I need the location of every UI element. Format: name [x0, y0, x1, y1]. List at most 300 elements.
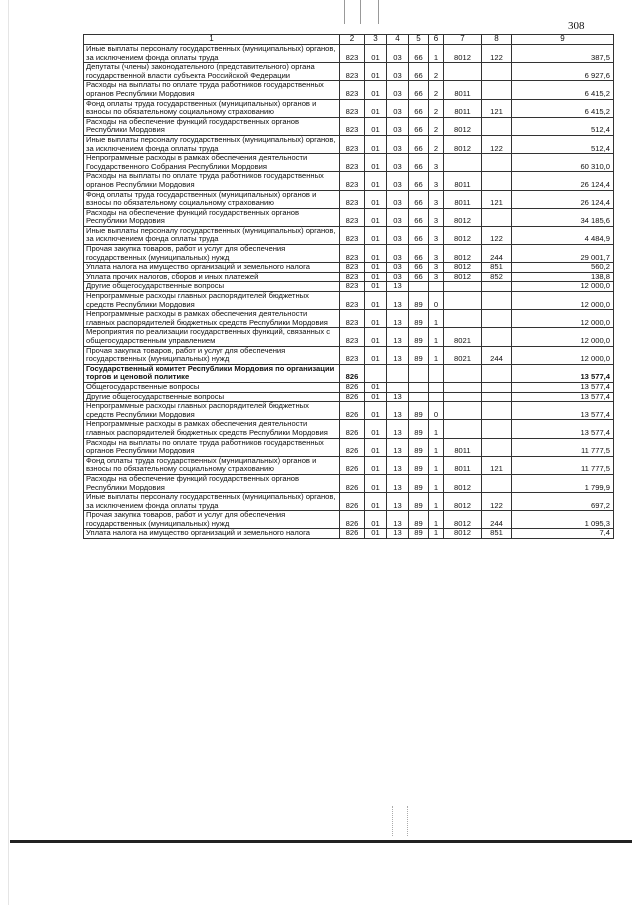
- row-code: [482, 154, 512, 172]
- row-code: 826: [340, 511, 365, 529]
- table-row: [84, 282, 614, 292]
- table-row: [84, 346, 614, 364]
- row-amount: 13 577,4: [512, 382, 614, 392]
- row-code: 823: [340, 272, 365, 282]
- table-row: [84, 263, 614, 273]
- table-row: [84, 493, 614, 511]
- row-code: 3: [429, 245, 444, 263]
- row-amount: 560,2: [512, 263, 614, 273]
- row-code: 122: [482, 45, 512, 63]
- row-description: Государственный комитет Республики Мордовия по организации торгов и ценовой политике: [84, 364, 340, 382]
- row-code: 13: [387, 392, 409, 402]
- row-code: [444, 310, 482, 328]
- row-code: 03: [387, 172, 409, 190]
- table-row: [84, 154, 614, 172]
- row-description: Иные выплаты персоналу государственных (муниципальных) органов, за исключением фонда оплаты труда: [84, 135, 340, 153]
- row-code: 1: [429, 511, 444, 529]
- column-header: 3: [365, 35, 387, 45]
- row-amount: 13 577,4: [512, 364, 614, 382]
- row-code: 8012: [444, 245, 482, 263]
- row-code: 89: [409, 456, 429, 474]
- page-number: 308: [568, 20, 585, 32]
- row-amount: 6 927,6: [512, 63, 614, 81]
- page-bottom-border: [10, 840, 632, 843]
- table-row: [84, 511, 614, 529]
- row-code: 89: [409, 529, 429, 539]
- table-row: [84, 438, 614, 456]
- row-code: 03: [387, 208, 409, 226]
- row-description: Фонд оплаты труда государственных (муниципальных) органов и взносы по обязательному социальному страхованию: [84, 456, 340, 474]
- row-code: 823: [340, 245, 365, 263]
- row-code: 1: [429, 493, 444, 511]
- row-code: 13: [387, 292, 409, 310]
- row-amount: 26 124,4: [512, 172, 614, 190]
- table-row: [84, 392, 614, 402]
- row-code: 01: [365, 328, 387, 346]
- row-code: 01: [365, 438, 387, 456]
- row-description: Иные выплаты персоналу государственных (муниципальных) органов, за исключением фонда оплаты труда: [84, 45, 340, 63]
- row-code: 3: [429, 272, 444, 282]
- row-amount: 7,4: [512, 529, 614, 539]
- row-code: [482, 402, 512, 420]
- row-code: 826: [340, 456, 365, 474]
- row-amount: 697,2: [512, 493, 614, 511]
- row-description: Непрограммные расходы главных распорядителей бюджетных средств Республики Мордовия: [84, 292, 340, 310]
- table-row: [84, 420, 614, 438]
- row-code: [482, 438, 512, 456]
- row-code: 823: [340, 328, 365, 346]
- row-code: 66: [409, 208, 429, 226]
- row-code: 823: [340, 135, 365, 153]
- row-code: 823: [340, 117, 365, 135]
- row-code: 244: [482, 245, 512, 263]
- row-code: 01: [365, 245, 387, 263]
- row-code: [429, 392, 444, 402]
- row-description: Уплата прочих налогов, сборов и иных платежей: [84, 272, 340, 282]
- row-code: 823: [340, 154, 365, 172]
- row-code: 826: [340, 493, 365, 511]
- row-code: [444, 402, 482, 420]
- row-description: Уплата налога на имущество организаций и земельного налога: [84, 529, 340, 539]
- row-code: 89: [409, 346, 429, 364]
- column-header: 5: [409, 35, 429, 45]
- column-header: 9: [512, 35, 614, 45]
- row-code: 03: [387, 63, 409, 81]
- row-code: 823: [340, 45, 365, 63]
- row-description: Расходы на обеспечение функций государственных органов Республики Мордовия: [84, 474, 340, 492]
- row-amount: 13 577,4: [512, 392, 614, 402]
- row-amount: 12 000,0: [512, 328, 614, 346]
- row-code: 66: [409, 63, 429, 81]
- row-code: 826: [340, 474, 365, 492]
- row-code: [444, 392, 482, 402]
- table-row: [84, 402, 614, 420]
- row-code: [444, 420, 482, 438]
- row-code: [409, 282, 429, 292]
- column-header: 6: [429, 35, 444, 45]
- row-code: 66: [409, 154, 429, 172]
- table-row: [84, 172, 614, 190]
- row-amount: 12 000,0: [512, 292, 614, 310]
- row-code: 03: [387, 154, 409, 172]
- row-code: 01: [365, 392, 387, 402]
- row-code: [482, 392, 512, 402]
- row-code: 13: [387, 420, 409, 438]
- row-code: 89: [409, 402, 429, 420]
- scan-edge: [8, 0, 9, 905]
- row-description: Расходы на выплаты по оплате труда работников государственных органов Республики Мордовия: [84, 172, 340, 190]
- row-amount: 34 185,6: [512, 208, 614, 226]
- row-code: [409, 364, 429, 382]
- row-code: 823: [340, 346, 365, 364]
- row-code: 01: [365, 402, 387, 420]
- table-row: [84, 245, 614, 263]
- row-code: 13: [387, 474, 409, 492]
- table-row: [84, 117, 614, 135]
- row-code: [365, 364, 387, 382]
- row-code: 8012: [444, 226, 482, 244]
- row-code: 8012: [444, 263, 482, 273]
- row-code: 3: [429, 190, 444, 208]
- row-description: Прочая закупка товаров, работ и услуг для обеспечения государственных (муниципальных) нужд: [84, 245, 340, 263]
- row-code: 244: [482, 346, 512, 364]
- row-code: 8012: [444, 474, 482, 492]
- row-description: Фонд оплаты труда государственных (муниципальных) органов и взносы по обязательному социальному страхованию: [84, 99, 340, 117]
- row-code: 01: [365, 382, 387, 392]
- row-code: 01: [365, 272, 387, 282]
- row-code: [482, 81, 512, 99]
- row-code: 823: [340, 63, 365, 81]
- row-code: 13: [387, 529, 409, 539]
- row-code: 8021: [444, 346, 482, 364]
- row-code: 03: [387, 45, 409, 63]
- row-code: 1: [429, 456, 444, 474]
- row-code: 13: [387, 456, 409, 474]
- table-body: [84, 45, 614, 539]
- row-code: 122: [482, 135, 512, 153]
- row-description: Расходы на обеспечение функций государственных органов Республики Мордовия: [84, 208, 340, 226]
- table-row: [84, 364, 614, 382]
- row-code: 852: [482, 272, 512, 282]
- budget-table: [83, 34, 614, 539]
- table-row: [84, 63, 614, 81]
- row-code: 01: [365, 474, 387, 492]
- row-code: 89: [409, 438, 429, 456]
- row-code: 01: [365, 172, 387, 190]
- column-header: 2: [340, 35, 365, 45]
- row-code: 823: [340, 310, 365, 328]
- row-code: 01: [365, 511, 387, 529]
- row-code: 826: [340, 420, 365, 438]
- row-code: 121: [482, 190, 512, 208]
- row-code: [444, 292, 482, 310]
- row-code: [387, 382, 409, 392]
- row-code: 1: [429, 346, 444, 364]
- row-code: 823: [340, 226, 365, 244]
- row-code: 8011: [444, 190, 482, 208]
- row-code: 01: [365, 420, 387, 438]
- table-row: [84, 226, 614, 244]
- table-row: [84, 190, 614, 208]
- row-code: 826: [340, 392, 365, 402]
- row-code: 89: [409, 511, 429, 529]
- row-description: Расходы на выплаты по оплате труда работников государственных органов Республики Мордовия: [84, 438, 340, 456]
- column-header: 8: [482, 35, 512, 45]
- row-code: 89: [409, 310, 429, 328]
- row-code: 03: [387, 117, 409, 135]
- row-description: Непрограммные расходы в рамках обеспечения деятельности главных распорядителей бюджетных средств Республики Мордовия: [84, 310, 340, 328]
- row-code: [444, 63, 482, 81]
- table-row: [84, 292, 614, 310]
- row-code: 1: [429, 438, 444, 456]
- row-code: 2: [429, 63, 444, 81]
- row-code: 01: [365, 63, 387, 81]
- row-code: 01: [365, 208, 387, 226]
- row-amount: 26 124,4: [512, 190, 614, 208]
- row-code: 8012: [444, 117, 482, 135]
- row-code: 8011: [444, 172, 482, 190]
- row-code: 66: [409, 226, 429, 244]
- row-code: [482, 364, 512, 382]
- row-code: 01: [365, 154, 387, 172]
- row-code: 01: [365, 456, 387, 474]
- row-description: Расходы на выплаты по оплате труда работников государственных органов Республики Мордовия: [84, 81, 340, 99]
- column-header: 7: [444, 35, 482, 45]
- row-amount: 387,5: [512, 45, 614, 63]
- row-code: 01: [365, 493, 387, 511]
- row-code: 89: [409, 420, 429, 438]
- row-code: [429, 364, 444, 382]
- row-code: 01: [365, 99, 387, 117]
- row-code: 13: [387, 511, 409, 529]
- row-code: 8012: [444, 511, 482, 529]
- row-code: 3: [429, 172, 444, 190]
- row-code: 826: [340, 402, 365, 420]
- row-amount: 1 799,9: [512, 474, 614, 492]
- row-code: 823: [340, 81, 365, 99]
- row-code: 03: [387, 135, 409, 153]
- row-code: 8012: [444, 493, 482, 511]
- table-row: [84, 529, 614, 539]
- row-code: 823: [340, 292, 365, 310]
- row-description: Непрограммные расходы главных распорядителей бюджетных средств Республики Мордовия: [84, 402, 340, 420]
- row-code: 851: [482, 529, 512, 539]
- row-code: 2: [429, 99, 444, 117]
- row-code: 0: [429, 402, 444, 420]
- row-code: 03: [387, 81, 409, 99]
- row-amount: 12 000,0: [512, 346, 614, 364]
- row-code: 3: [429, 154, 444, 172]
- row-description: Прочая закупка товаров, работ и услуг для обеспечения государственных (муниципальных) нужд: [84, 511, 340, 529]
- row-code: 01: [365, 45, 387, 63]
- row-code: 1: [429, 529, 444, 539]
- row-code: 823: [340, 99, 365, 117]
- row-amount: 12 000,0: [512, 310, 614, 328]
- row-code: 1: [429, 310, 444, 328]
- row-code: 13: [387, 282, 409, 292]
- row-code: 121: [482, 456, 512, 474]
- row-code: 1: [429, 420, 444, 438]
- row-description: Уплата налога на имущество организаций и земельного налога: [84, 263, 340, 273]
- row-code: 826: [340, 364, 365, 382]
- row-code: 823: [340, 190, 365, 208]
- row-description: Расходы на обеспечение функций государственных органов Республики Мордовия: [84, 117, 340, 135]
- staple-marks: [338, 0, 398, 26]
- column-header: 1: [84, 35, 340, 45]
- row-code: 8012: [444, 529, 482, 539]
- row-code: [429, 382, 444, 392]
- row-code: 826: [340, 382, 365, 392]
- row-code: [444, 364, 482, 382]
- table-row: [84, 135, 614, 153]
- row-code: 66: [409, 172, 429, 190]
- row-amount: 11 777,5: [512, 456, 614, 474]
- row-code: [429, 282, 444, 292]
- row-code: 01: [365, 226, 387, 244]
- row-code: 66: [409, 117, 429, 135]
- row-code: 1: [429, 328, 444, 346]
- row-description: Непрограммные расходы в рамках обеспечения деятельности главных распорядителей бюджетных средств Республики Мордовия: [84, 420, 340, 438]
- row-code: [482, 117, 512, 135]
- row-code: 121: [482, 99, 512, 117]
- scan-mark: [392, 806, 408, 836]
- row-code: 1: [429, 474, 444, 492]
- row-code: 1: [429, 45, 444, 63]
- row-amount: 512,4: [512, 135, 614, 153]
- row-code: 66: [409, 81, 429, 99]
- row-code: 66: [409, 45, 429, 63]
- row-code: 66: [409, 190, 429, 208]
- row-amount: 60 310,0: [512, 154, 614, 172]
- row-description: Прочая закупка товаров, работ и услуг для обеспечения государственных (муниципальных) нужд: [84, 346, 340, 364]
- row-code: 2: [429, 117, 444, 135]
- row-code: 13: [387, 493, 409, 511]
- row-code: 3: [429, 208, 444, 226]
- row-code: [482, 208, 512, 226]
- row-code: 01: [365, 135, 387, 153]
- row-code: 823: [340, 282, 365, 292]
- row-code: 122: [482, 493, 512, 511]
- row-amount: 11 777,5: [512, 438, 614, 456]
- row-code: 8012: [444, 45, 482, 63]
- row-code: 66: [409, 263, 429, 273]
- table-row: [84, 474, 614, 492]
- table-row: [84, 382, 614, 392]
- row-code: 01: [365, 292, 387, 310]
- row-description: Другие общегосударственные вопросы: [84, 392, 340, 402]
- row-amount: 4 484,9: [512, 226, 614, 244]
- row-code: 89: [409, 493, 429, 511]
- row-code: 3: [429, 263, 444, 273]
- row-code: 8011: [444, 438, 482, 456]
- table-row: [84, 310, 614, 328]
- table-row: [84, 99, 614, 117]
- row-amount: 512,4: [512, 117, 614, 135]
- row-code: 122: [482, 226, 512, 244]
- row-amount: 29 001,7: [512, 245, 614, 263]
- table-row: [84, 81, 614, 99]
- row-code: 244: [482, 511, 512, 529]
- row-code: [444, 154, 482, 172]
- row-code: 89: [409, 474, 429, 492]
- row-code: 8012: [444, 135, 482, 153]
- row-code: 8011: [444, 81, 482, 99]
- row-amount: 138,8: [512, 272, 614, 282]
- row-code: [482, 328, 512, 346]
- row-code: [482, 292, 512, 310]
- row-code: [482, 63, 512, 81]
- table-row: [84, 456, 614, 474]
- row-description: Общегосударственные вопросы: [84, 382, 340, 392]
- row-code: 8012: [444, 208, 482, 226]
- row-code: 13: [387, 310, 409, 328]
- row-code: 826: [340, 529, 365, 539]
- row-code: 01: [365, 282, 387, 292]
- row-code: 03: [387, 99, 409, 117]
- row-description: Другие общегосударственные вопросы: [84, 282, 340, 292]
- row-code: 01: [365, 81, 387, 99]
- row-code: 8011: [444, 99, 482, 117]
- row-code: [409, 382, 429, 392]
- table-row: [84, 328, 614, 346]
- row-code: 0: [429, 292, 444, 310]
- row-code: 03: [387, 272, 409, 282]
- row-code: 826: [340, 438, 365, 456]
- row-code: 03: [387, 245, 409, 263]
- row-code: 66: [409, 272, 429, 282]
- column-header: 4: [387, 35, 409, 45]
- table-row: [84, 272, 614, 282]
- row-description: Непрограммные расходы в рамках обеспечения деятельности Государственного Собрания Республики Мордовия: [84, 154, 340, 172]
- row-amount: 13 577,4: [512, 420, 614, 438]
- row-amount: 6 415,2: [512, 99, 614, 117]
- row-description: Фонд оплаты труда государственных (муниципальных) органов и взносы по обязательному социальному страхованию: [84, 190, 340, 208]
- row-code: 89: [409, 292, 429, 310]
- row-code: 2: [429, 135, 444, 153]
- row-code: [482, 382, 512, 392]
- row-amount: 6 415,2: [512, 81, 614, 99]
- row-code: [482, 282, 512, 292]
- row-code: 03: [387, 226, 409, 244]
- row-code: 8021: [444, 328, 482, 346]
- row-description: Мероприятия по реализации государственных функций, связанных с общегосударственным управлением: [84, 328, 340, 346]
- row-code: 03: [387, 263, 409, 273]
- table-header: [84, 35, 614, 45]
- row-code: 13: [387, 402, 409, 420]
- row-code: 89: [409, 328, 429, 346]
- row-amount: 12 000,0: [512, 282, 614, 292]
- row-description: Иные выплаты персоналу государственных (муниципальных) органов, за исключением фонда оплаты труда: [84, 493, 340, 511]
- row-code: 66: [409, 245, 429, 263]
- row-code: [482, 474, 512, 492]
- row-description: Депутаты (члены) законодательного (представительного) органа государственной власти субъекта Российской Федерации: [84, 63, 340, 81]
- row-code: [444, 282, 482, 292]
- table-row: [84, 208, 614, 226]
- row-code: 13: [387, 438, 409, 456]
- row-amount: 13 577,4: [512, 402, 614, 420]
- row-code: 13: [387, 346, 409, 364]
- row-code: [444, 382, 482, 392]
- row-code: 851: [482, 263, 512, 273]
- row-code: 01: [365, 117, 387, 135]
- row-code: 66: [409, 135, 429, 153]
- row-code: [482, 420, 512, 438]
- row-code: 823: [340, 172, 365, 190]
- row-code: 823: [340, 263, 365, 273]
- row-code: 01: [365, 190, 387, 208]
- row-code: 01: [365, 346, 387, 364]
- row-code: [409, 392, 429, 402]
